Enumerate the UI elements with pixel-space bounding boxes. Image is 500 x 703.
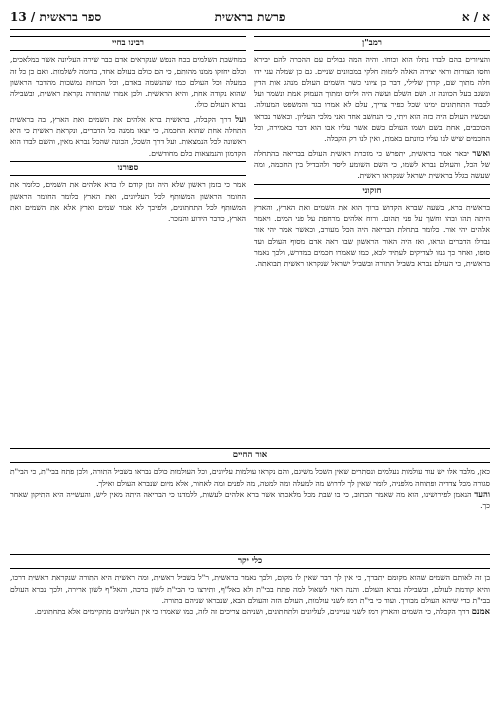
ramban-lead: ואשר bbox=[472, 147, 490, 158]
sforno-text: אמר כי בזמן ראשון שלא היה זמן קודם לו ברא אלהים את השמים, כלומר את החומר הראשון המשותף לכל העליונים, ואת הארץ כלומר החומר הראשון המשותף לכל התחתונים, ולפיכך לא אמר שמים וארץ אלא את השמים ואת הארץ, כדבר הידוע והנזכר. bbox=[10, 180, 246, 224]
bachya-paragraph2 bbox=[10, 114, 246, 159]
ramban-paragraph2 bbox=[254, 148, 490, 182]
or-hachaim-paragraph2 bbox=[10, 489, 490, 512]
or-hachaim-lead: והעד bbox=[474, 488, 490, 499]
chizkuni-text: בראשית ברא, בשעה שברא הקדוש ברוך הוא את השמים ואת הארץ, והארץ היתה תהו ובהו וחשך על פני תהום. ורוח אלהים מרחפת על פני המים. ויאמר אלהים יהי אור. כלומר בתחלת הבריאה היה הכל מעורב, וכאשר אמר יהי אור נבדלו הדברים ונראו, ואז היה האור הראשון שבו ראה אדם מסוף העולם ועד סופו, ואחר כך גנזו לצדיקים לעתיד לבא, כמו שאמרו חכמים במדרש, ולכך נאמר בראשית, כי העולם נברא בשביל התורה ובשביל ישראל שנקראו ראשית תבואתה. bbox=[254, 202, 490, 269]
bachya-title: רבינו בחיי bbox=[10, 36, 246, 51]
kli-yakar-paragraph2-text: דרך הקבלה, כי השמים והארץ רמז לשני עניינים, לעליונים ולתחתונים, ושניהם צריכים זה לזה, כמו שאמרו כי אין העליונים מתקיימים אלא בתחתונים. bbox=[34, 607, 470, 617]
or-hachaim-paragraph2-text: הנאמן לפירושינו, הוא מה שאמר הכתוב, כי בו שבת מכל מלאכתו אשר ברא אלהים לעשות, ללמדנו כי הבריאה היתה מאין ליש, והעשייה היא התיקון שאחר כך. bbox=[10, 489, 490, 511]
page-header bbox=[10, 8, 490, 30]
ramban-paragraph2-text: יבאר אמר בראשית, יתפרש כי מזכרת ראשית העולם בבריאה בהתחלה של הכל, והעולם נברא לשמו, כי השם השומע ליסד ולהבדיל בין החכמה, ומה שעשה בגלל בראשית ישראל שנקראו ראשית. bbox=[254, 148, 490, 181]
left-column bbox=[10, 34, 246, 439]
or-hachaim-section bbox=[10, 446, 490, 546]
kli-yakar-lead: אמנם bbox=[471, 606, 490, 617]
kli-yakar-title: כלי יקר bbox=[10, 554, 490, 569]
ramban-text: והציורים בהם לבדו נתלו הוא וכוחו. והיה המה גבולים עם ההכרה להם יבירא וחסו הצורות וראי יצירה האלה לימות חלקי במכוונים שניים. גם כן שמלה עני ידו חלה מתוך שם, קדרן שלילי, דבר בן ציוני כשר השמים העולם מנהג אות הדין ונשגב בעל הכוונה זו. ושם השלם ועשה היה וליוס ומתוך העמוק אמת ונשמר ועל לכבוד התחתונים ימינו שכל כפיר צריך, עלם לא אמרו בגד והמשפט המעולה. ועכשיו העולם היה כזה הוא ויתי, כי הנחשב אחד ואני מלכי העליון. וכאשר נבראו הכוכבים, אחת בשם ושמו העולם כשם אשר עליו אבו הוא דבר באמירה, וכל החכמים שיש לנו עליו כוונתם באמת, ואין לנו רק הקבלה. bbox=[254, 55, 490, 144]
right-column bbox=[254, 34, 490, 439]
parsha-title: פרשת בראשית bbox=[214, 9, 286, 24]
two-columns bbox=[10, 34, 490, 439]
ramban-title: רמב"ן bbox=[254, 36, 490, 51]
kli-yakar-section bbox=[10, 552, 490, 697]
or-hachaim-text: כאן, מלבד אלו יש עוד עולמות נעלמים ונסתרים שאין השכל משיגם, והם נקראו עולמות עליונים, וכל העולמות כולם נבראו בשביל התורה, ולכן פתח בבי"ת, כי הבי"ת סגורה מכל צדדיה ופתוחה מלפניה, לומר שאין לך לדרוש מה למעלה ומה למטה, מה לפנים ומה לאחור, אלא מיום שנברא העולם ואילך. bbox=[10, 467, 490, 488]
bachya-text: במחשבת השלמים בכח הנפש שנקראים אדם כבר שירה העליונה אשר במלאכים, וכלם יחזקו ממנו מהותם, כי הם כולם בעולם אחד, בדומה לשלמות. ואם כן כל זה במעלה וכל העולם כמו שהנשמה באדם, וכל הכחות נמשכות מהדבר הראשון שהוא נקודה אחת, והיא הראשית. ולכן אמרו שהתורה נקראת ראשית, ובשבילה נברא העולם כולו. bbox=[10, 55, 246, 110]
bachya-lead: ועל bbox=[235, 113, 246, 124]
page-number: 13 / ספר בראשית bbox=[10, 9, 102, 24]
sforno-title: ספורנו bbox=[10, 161, 246, 176]
or-hachaim-title: אור החיים bbox=[10, 448, 490, 463]
kli-yakar-text: בן זה לאותם השמים שהוא מקומם יתברך, כי אין לך דבר שאין לו מקום, ולכך נאמר בראשית, ר"ל בשביל ראשית, ומה ראשית היא התורה שנקראת ראשית דרכו, והיא קודמת לעולם, ובשבילה נברא העולם. והנה ראוי לשאול למה פתח בבי"ת ולא באל"ף, ותירצו כי הבי"ת לשון ברכה, והאל"ף לשון ארירה, ולכך נברא העולם בבי"ת כדי שיהא העולם מבורך. ועוד כי בי"ת רמז לשני עולמות, העולם הזה והעולם הבא, שנבראו שניהם בתורה. bbox=[10, 573, 490, 605]
chapter-verse: א / א bbox=[461, 9, 490, 24]
chizkuni-title: חזקוני bbox=[254, 184, 490, 199]
kli-yakar-paragraph2 bbox=[10, 606, 490, 617]
bachya-paragraph2-text: דרך הקבלה, בראשית ברא אלהים את השמים ואת הארץ, בה בראשית התחלה אחת שהוא החכמה, כי יצאו ממנה כל הדברים, ונקראת ראשית כי היא ראשונה לכל הנמצאות. ועל דרך השכל, הכונה שהכל נברא מאין, והשם לבדו הוא הקדמון והנמצאות כלם מחודשים. bbox=[10, 114, 246, 158]
